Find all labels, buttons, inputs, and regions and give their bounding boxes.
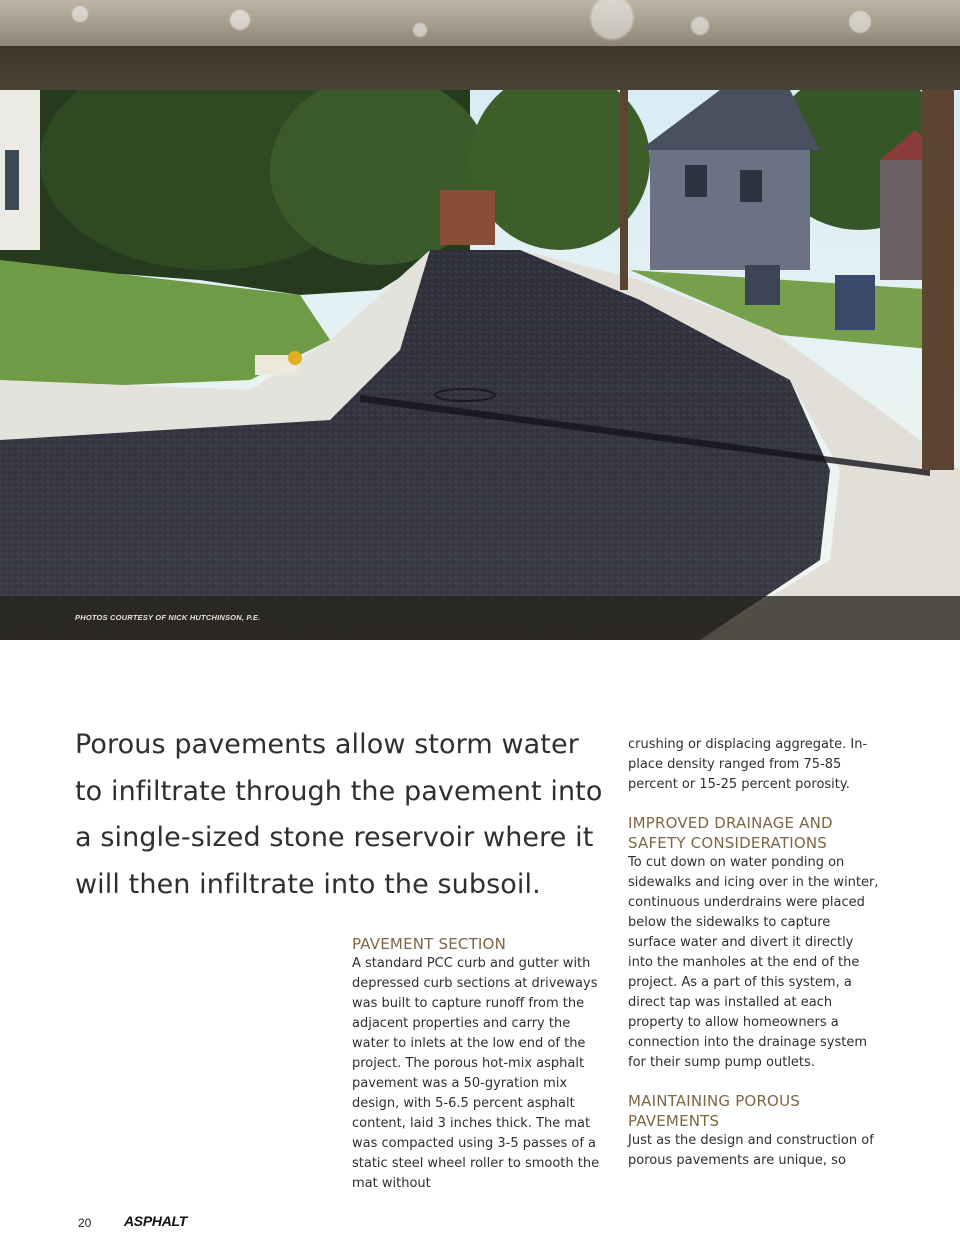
pull-quote: Porous pavements allow storm water to infiltrate through the pavement into a single-sized stone reservoir where it will then infiltrate into the subsoil. (75, 729, 603, 900)
column-right (628, 735, 880, 1171)
photo-credit: PHOTOS COURTESY OF NICK HUTCHINSON, P.E. (75, 613, 261, 622)
heading-pavement-section: PAVEMENT SECTION (352, 935, 506, 953)
column-middle (352, 934, 604, 1194)
brand-logo: ASPHALT (124, 1213, 187, 1229)
body-maintaining: Just as the design and construction of porous pavements are unique, so (628, 1133, 874, 1168)
header-band (0, 46, 960, 90)
heading-maintaining: MAINTAINING POROUS PAVEMENTS (628, 1092, 800, 1130)
water-drops-banner (0, 0, 960, 46)
page-number: 20 (78, 1216, 92, 1230)
body-pavement-section: A standard PCC curb and gutter with depressed curb sections at driveways was built to capture runoff from the adjacent properties and carry the water to inlets at the low end of the project. The porous hot-mix asphalt pavement was a 50-gyration mix design, with 5-6.5 percent asphalt content, laid 3 inches thick. The mat was compacted using 3-5 passes of a static steel wheel roller to smooth the mat without (352, 956, 600, 1191)
body-continued: crushing or displacing aggregate. In-place density ranged from 75-85 percent or 15-25 percent porosity. (628, 737, 868, 792)
heading-drainage: IMPROVED DRAINAGE AND SAFETY CONSIDERATIONS (628, 814, 833, 852)
body-drainage: To cut down on water ponding on sidewalks and icing over in the winter, continuous underdrains were placed below the sidewalks to capture surface water and divert it directly into the manholes at the end of the project. As a part of this system, a direct tap was installed at each property to allow homeowners a connection into the drainage system for their sump pump outlets. (628, 855, 879, 1070)
street-photo (0, 90, 960, 640)
